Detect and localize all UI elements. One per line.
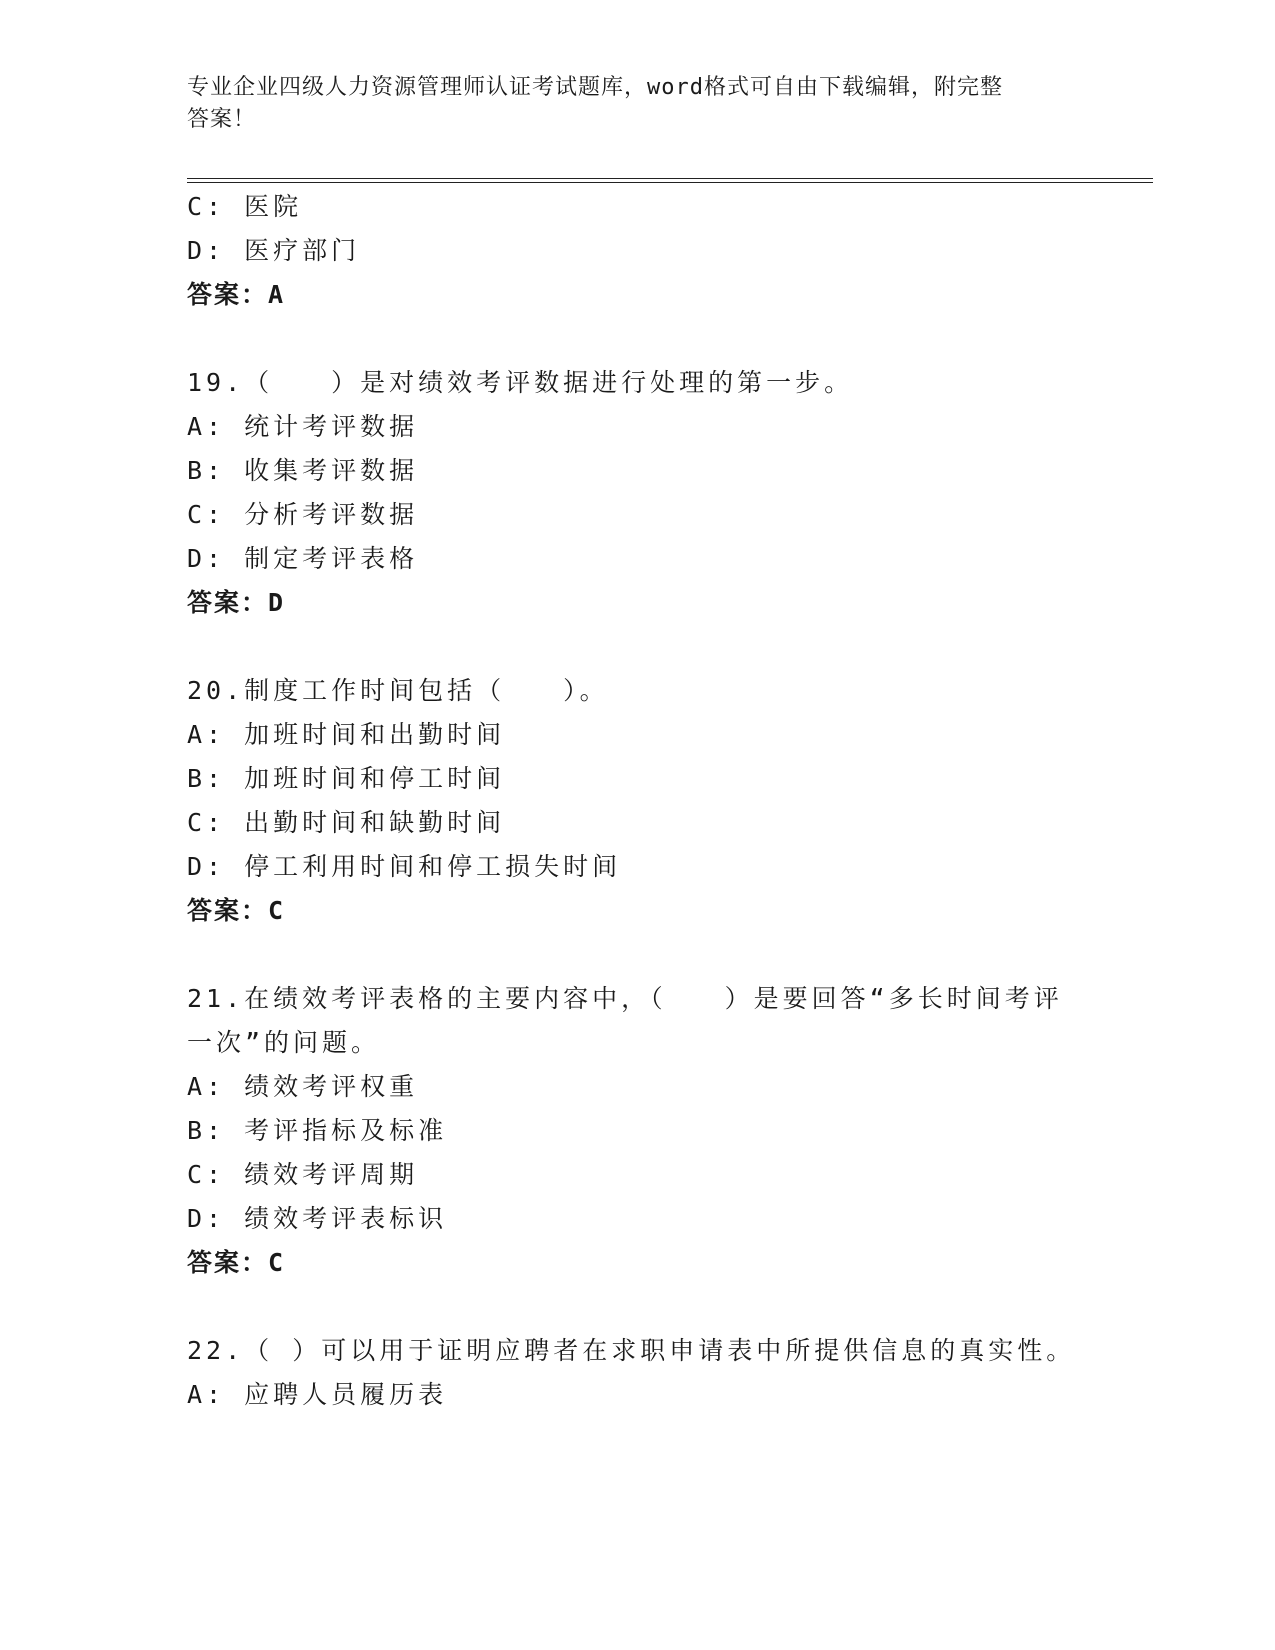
question-19-option-c: C: 分析考评数据 (187, 500, 419, 529)
question-21-stem-line-1: 21.在绩效考评表格的主要内容中，（ ）是要回答“多长时间考评 (187, 984, 1063, 1013)
prev-option-d: D: 医疗部门 (187, 236, 361, 265)
question-19-answer: 答案：D (187, 588, 286, 617)
prev-answer: 答案：A (187, 280, 286, 309)
question-19-option-d: D: 制定考评表格 (187, 544, 419, 573)
question-20-option-a: A: 加班时间和出勤时间 (187, 720, 506, 749)
question-19-option-a: A: 统计考评数据 (187, 412, 419, 441)
question-21-stem-line-2: 一次”的问题。 (187, 1028, 381, 1057)
prev-option-c: C: 医院 (187, 192, 303, 221)
question-21-option-d: D: 绩效考评表标识 (187, 1204, 448, 1233)
header-line-2: 答案！ (187, 107, 257, 132)
question-21-option-c: C: 绩效考评周期 (187, 1160, 419, 1189)
question-20-answer: 答案：C (187, 896, 286, 925)
document-header (187, 72, 1067, 136)
question-19-option-b: B: 收集考评数据 (187, 456, 419, 485)
question-21-option-b: B: 考评指标及标准 (187, 1116, 448, 1145)
question-22-stem: 22.（ ）可以用于证明应聘者在求职申请表中所提供信息的真实性。 (187, 1336, 1076, 1365)
question-19-stem: 19.（ ）是对绩效考评数据进行处理的第一步。 (187, 368, 854, 397)
header-divider-bottom (187, 182, 1153, 183)
question-20-option-c: C: 出勤时间和缺勤时间 (187, 808, 506, 837)
question-21-answer: 答案：C (187, 1248, 286, 1277)
header-line-1: 专业企业四级人力资源管理师认证考试题库，word格式可自由下载编辑，附完整 (187, 75, 1003, 100)
question-20-stem: 20.制度工作时间包括（ ）。 (187, 676, 609, 705)
header-divider-top (187, 178, 1153, 179)
question-22-option-a: A: 应聘人员履历表 (187, 1380, 448, 1409)
question-20-option-b: B: 加班时间和停工时间 (187, 764, 506, 793)
question-21-option-a: A: 绩效考评权重 (187, 1072, 419, 1101)
question-20-option-d: D: 停工利用时间和停工损失时间 (187, 852, 622, 881)
